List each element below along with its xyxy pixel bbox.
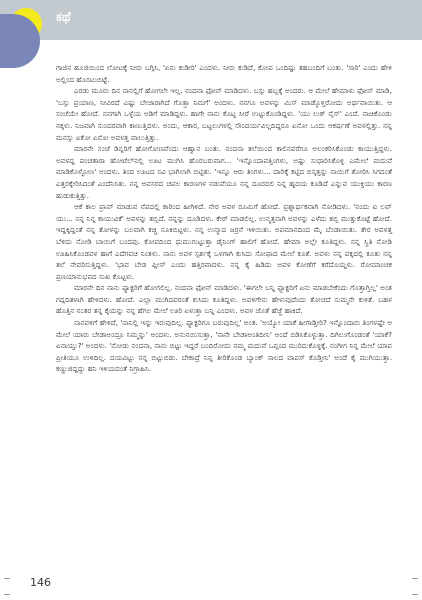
crop-mark (4, 578, 10, 579)
paragraph: ಮಾರನೇ ಸಂಜೆ ಡಿನ್ನರಿಗೆ ಹೋಗೋಣವೆಂದು ಆಹ್ವಾನ ಬಂತು. ನಂದನಾ ತಲೆಯಿಂದ ಕಾಲಿನವರೆಗೂ ಅಲಂಕರಿಸಿಕೊಂಡು ಕಾಯುತ್ತಿದ್ದಳು. ಅವಳದ್ದ ಪಂಚತಾರಾ ಹೋಟೆಲ್‌ನಲ್ಲಿ ಊಟ ಮುಗಿಸಿ ಹೊರಬರುವಾಗ... 'ಇನ್ನೊಂದಾವತ್ತಿಂಗಳು, ಅಷ್ಟು ಸುಧಾರಿಸಿಕೊಳ್ಳಿ ಎಮೇಲೆ ಮದುವೆ ಮಾಡಿಕೊಳ್ಳೋಣ' ಅಂದಳು. ತಿಂದ ಊಟದ ಸವಿ ಭಾಗಿಲಾಗಿ ಬಿಟ್ಟಿತು. 'ಇನ್ನೂ ಆರು ತಿಂಗಳು... ದಾರಿಕ್ಕೆ ಕಟ್ಟಿದ ಬಿಸ್ಕತ್ತನ್ನು ನಾಯಿಗೆ ತೋರಿಸಿ ಸಿಗದಂತೆ ಎತ್ತರಕ್ಕೇರಿಸಿದಂತೆ ಎಂದೆನಿಸಿತು. ನನ್ನ ಅವಸರದ ಚಪಲ ಕಾರಣಗಳ ನಡುವೆಯೂ ನನ್ನ ದೂರದಲಿ ನಿನ್ನ ಹೃದಯ ಕೂಡಿದೆ ಎನ್ನುವ ಯುಕ್ತಿಯು ಕಾರಣ ಹುಡುಕುತ್ತಿತ್ತು. (56, 144, 392, 200)
page-number: 146 (30, 576, 51, 589)
paragraph: ನಾನವಳಿಗೆ ಹೇಳಿದೆ, 'ನಾನಿಲ್ಲಿ ಇನ್ನು ಇರುವುದಿಲ್ಲ. ಫ್ಯಾಕ್ಟರಿಗೂ ಬರುವುದಿಲ್ಲ' ಅಂತ. 'ಅಯ್ಯೋ ಯಾಕೆ ಹೀಗಾಡ್ತೀರಿ? ಇನ್ನೊಂದಾರು ತಿಂಗಳಷ್ಟೇ ಆ ಮೇಲೆ ಯಾರು ಬೇಡಾಅಂದ್ರೂ ನಿಮ್ಮನ್ನು' ಅಂದಳು. ಅನುನಯಿಸುತ್ತಾ, 'ನಾನೇ ಬೇಡಾಅಂತಿದೀನಿ' ಅಂದೆ ಬಿಡಿಸಿಕೊಳ್ಳುತ್ತಾ. ದಿಗಿಲುಗೊಂಡಂತೆ 'ಯಾಕೆ? ಏನಾಯ್ತು?' ಅಂದಳು. 'ನೋಡು ನಂದನಾ, ನಾನು ಬಿಟ್ಟು ಇದ್ದರೆ ಬಂದಿರೋದು ನಮ್ಮ ಮದುವೆ ಒಪ್ಪಂದ ಮುರಿದುಕೊಳ್ಳಕ್ಕೆ. ನಂಗೀಗ ನಿನ್ನ ಮೇಲೆ ಯಾವ ಪ್ರೀತಿಯೂ ಉಳಿದಿಲ್ಲ. ದಯವಿಟ್ಟು ನನ್ನ ಬಿಟ್ಟುಬಿಡು. ಬೇಕಾದ್ರೆ ನಿನ್ನ ತೀರಿಕೊಂಡ ಬ್ಯಾಂಕ್ ಸಾಲದ ವಾಪಸ್ ಕೊಡ್ತೀನಿ' ಅಂದೆ ಕೈ ಮುಗಿಯುತ್ತಾ. ಕಣ್ಣುಜಿದ್ದದ್ದು ಹನಿ ಇಳಿಯದಂತೆ ನಿಗ್ರಾಹಿಸಿ. (56, 318, 392, 374)
paragraph: ಗಾಜಿನ ಹೂಜಿಯಿಂದ ಲೋಟಕ್ಕೆ ನೀರು ಬಗ್ಗಿಸಿ, 'ಏನು ಕುಡೀರಿ' ಎಂದಳು. ನೀರು ಕುಡಿದೆ, ಕೋಪ ಒಂದಿಷ್ಟು ತಹಬಂದಿಗೆ ಬಂತು. 'ಸಾರಿ' ಎಂದು ಹೇಳಿ ಅಲ್ಲಿಂದ ಹೊರಟುಬಿಟ್ಟೆ. (56, 63, 392, 84)
paragraph: ಮಾರನೇ ದಿನ ನಾನು ಫ್ಯಾಕ್ಟರಿಗೆ ಹೋಗಲಿಲ್ಲ. ನಂದನಾ ಫೋನ್ ಮಾಡಿದಳು. 'ಈಗಲೇ ಬನ್ನಿ ಫ್ಯಾಕ್ಟರಿಗೆ ಏನು ಮಾಡಬೇಕೆಂದು ಗೊತ್ತಾಗ್ತಿಲ್ಲ' ಅಂತ ಗದ್ಗದಿತಳಾಗಿ ಹೇಳಿದಳು. ಹೋದೆ. ಎಲ್ಲಾ ಮುಗಿದವರಂತೆ ಕುಸಿದು ಕೂತಿದ್ದಳು. ಅವಳಿಗೇನು ಹೇಳುವುದೆಂದು ತೋಚದೆ ಸುಮ್ಮನೇ ಕುಳಿತೆ. ಬಹಳ ಹೊತ್ತಿನ ನಂತರ ತನ್ನ ಕೈಯನ್ನು ನನ್ನ ಹೆಗಲ ಮೇಲೆ ಊರಿ ಏಳುತ್ತಾ ಬನ್ನಿ ಎಂದಳು. ಅವಳ ಜೊತೆ ಹೆಜ್ಜೆ ಹಾಕಿದೆ. (56, 283, 392, 316)
paragraph: ಆಕೆ ಕಾಲ ಪ್ರಾಪ್ ಮಾಡುವ ನೆಪದಲ್ಲಿ ಕಾರಿಂದ ಹೀಗಿಳಿದೆ. ನೇರ ಅವಳ ರೂಮಿಗೆ ಹೋದೆ. ಪ್ರಶ್ನಾರ್ಥಕವಾಗಿ ನೋಡಿದಳು. 'ನಂದು ಐ ಲವ್ ಯು... ನನ್ನ ನಿನ್ನ ಕಾಯುವಿಕೆ' ಅವಳನ್ನು ತಬ್ಬಿದೆ. ನನ್ನನ್ನು ದೂಡಿದಳು. ಕೇರ್ ಮಾಡಲಿಲ್ಲ. ಉನ್ಮತ್ತನಾಗಿ ಅವಳನ್ನು ಎಳೆದು ತಬ್ಬಿ ಮುತ್ತುಕೊಟ್ಟೆ ಹೋದೆ. ಇದ್ದಕ್ಕಿದ್ದಂತೆ ನನ್ನ ತೋಳನ್ನು ಬಲವಾಗಿ ಕಚ್ಚಿ ನೂಕಿಬಿಟ್ಟಳು. ನನ್ನ ಉನ್ಮಾದ ಜರ್ರನೆ ಇಳಿಯಿತು. ಅಪಮಾನದಿಂದ ಮೈ ಬೆಂಡಾಯಿತು. ತೇರ ಅವಳತ್ತ ಬೆಳಿದು ನೋಡಿ ಬಾಯಿಗೆ ಬಂದವು. ಕೋಪದಿಂದ ಧುಮುಗುಟ್ಟುತ್ತಾ ಡೈನಿಂಗ್ ಹಾಲಿಗೆ ಹೋದೆ. ಹೇಮಾ ಅಲ್ಲೇ ಕೂತಿದ್ದಳು. ನನ್ನ ಸ್ಥಿತಿ ನೋಡಿ ಊಹಿಸಿಕೊಂಡವಳ ಹಾಗೆ ಎದೆಗವಚಿ ನಿಂತಳು. ನಾನು ಅವಳ ಸ್ಪರ್ಶಕ್ಕೆ ಒಳಗಾಗಿ ಕುಸಿದು ಸೋಫಾದ ಮೇಲೆ ಕೂತೆ. ಅವಳು ನನ್ನ ಪಕ್ಕದಲ್ಲಿ ಕೂತು ನನ್ನ ತಲೆ ನೇವರಿಸುತ್ತಿದ್ದಳು. 'ಭಾವ ಬೇಡ ಪ್ಲೀಸ್ ಎಂದು ಹತ್ತಿರವಾದಳು. ನನ್ನ ಕೈ ಹಿಡಿದು ಅವಳ ಕೋಣೆಗೆ ಕರೆದೊಯ್ದಳು. ರೋಮಾಂಚಕ ಪ್ರಣಯಾನುಭವದ ಸುಖ ಕೊಟ್ಟಳು. (56, 202, 392, 281)
section-title: ಕಥೆ (56, 10, 71, 25)
crop-mark (412, 578, 418, 579)
article-body (56, 62, 392, 375)
paragraph: ಎರಡು ಮೂರು ದಿನ ನಾನಲ್ಲಿಗೆ ಹೋಗಲೇ ಇಲ್ಲ. ನಂದನಾ ಫೋನ್ ಮಾಡಿದಳು. ಬಸ್ಸು ಹಬ್ಬಕ್ಕೆ ಅಂದರು. ಆ ಮೇಲೆ ಹೇಮಾಳು ಫೋನ್ ಮಾಡಿ, 'ಬಸ್ಸು ಪ್ರಯಾಣ, ನೀವಿರದೆ ಎಷ್ಟು ಬೇಜಾರಾಗಿದೆ ಗೊತ್ತಾ ನಿಮಗೆ' ಅಂದಳು. ನನಗೂ ಅವಳನ್ನು ಮಿಸ್ ಮಾಡ್ಕೊಳ್ತಿರೋದು ಅರ್ಥವಾಯಿತು. ಆ ಸಂಜೆಯೇ ಹೋದೆ. ನನಗಾಗಿ ಒಳ್ಳೆಯ ಅಡಿಗೆ ಮಾಡಿದ್ದಳು. ಹಾಗೇ ನಾನು ಕೊಟ್ಟ ಸೀರೆ ಉಟ್ಟುಕೊಂಡಿದ್ದಳು. 'ಯು ಲುಕ್ ನೈಸ್' ಎಂದೆ. ನಾಚಿಕೊಂಡು ನಕ್ಕಳು. ನಿಜವಾಗಿ ಸುಂದರವಾಗಿ ಕಾಣುತ್ತಿದಳು. ಅಂದು, ಆಕಾರ, ಬಟ್ಟಲುಗಳಲ್ಲಿ ಸೌಂದರ್ಯವಿಲ್ಲದಿದ್ದರೂ ಏನೋ ಒಂದು ಆಕರ್ಷಣೆ ಅವಳಲ್ಲಿತ್ತು. ನನ್ನ ಮನಸ್ಸು ಏಕೋ ಏನೋ ಅವಳತ್ತ ವಾಲುತ್ತಿತ್ತು. (56, 86, 392, 142)
crop-mark (4, 594, 10, 595)
crop-mark (412, 594, 418, 595)
